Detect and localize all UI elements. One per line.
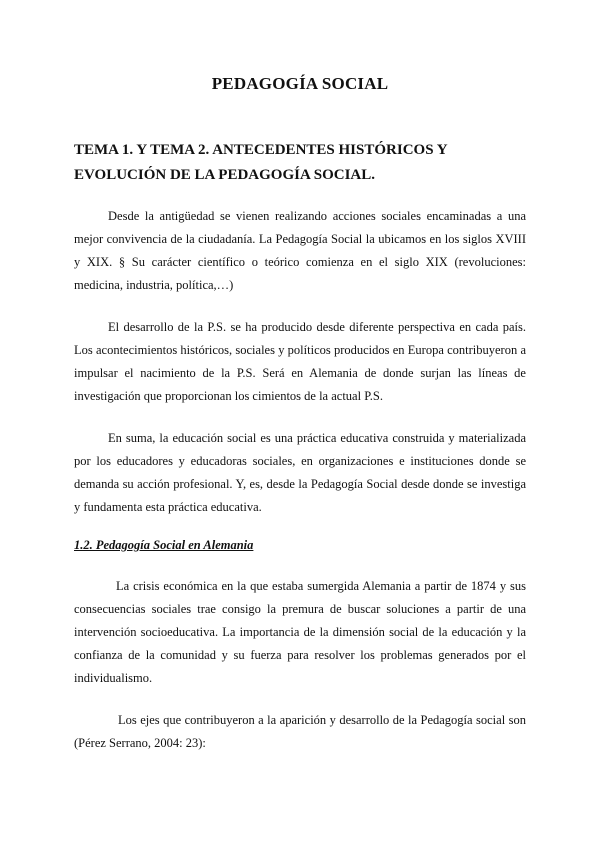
paragraph: El desarrollo de la P.S. se ha producido desde diferente perspectiva en cada país. Los acontecimientos históricos, sociales y políticos producidos en Europa contribuyeron a impulsar el nacimiento de la P.S. Será en Alemania de donde surjan las líneas de investigación que proporcionan los cimientos de la actual P.S. (74, 320, 526, 403)
paragraph: La crisis económica en la que estaba sumergida Alemania a partir de 1874 y sus consecuencias sociales trae consigo la premura de buscar soluciones a partir de una intervención socioeducativa. La importancia de la dimensión social de la educación y la confianza de la comunidad y su fuerza para resolver los problemas generados por el individualismo. (74, 579, 526, 685)
paragraph: Desde la antigüedad se vienen realizando acciones sociales encaminadas a una mejor convivencia de la ciudadanía. La Pedagogía Social la ubicamos en los siglos XVIII y XIX. § Su carácter científico o teórico comienza en el siglo XIX (revoluciones: medicina, industria, política,…) (74, 209, 526, 292)
page-title: PEDAGOGÍA SOCIAL (211, 74, 389, 93)
paragraph: En suma, la educación social es una práctica educativa construida y materializada por los educadores y educadoras sociales, en organizaciones e instituciones donde se demanda su acción profesional. Y, es, desde la Pedagogía Social desde donde se investiga y fundamenta esta práctica educativa. (74, 431, 526, 514)
subsection-heading: 1.2. Pedagogía Social en Alemania (74, 538, 254, 552)
paragraph: Los ejes que contribuyeron a la aparición y desarrollo de la Pedagogía social son (Pérez Serrano, 2004: 23): (74, 713, 526, 750)
section-heading: TEMA 1. Y TEMA 2. ANTECEDENTES HISTÓRICOS Y EVOLUCIÓN DE LA PEDAGOGÍA SOCIAL. (74, 142, 448, 183)
